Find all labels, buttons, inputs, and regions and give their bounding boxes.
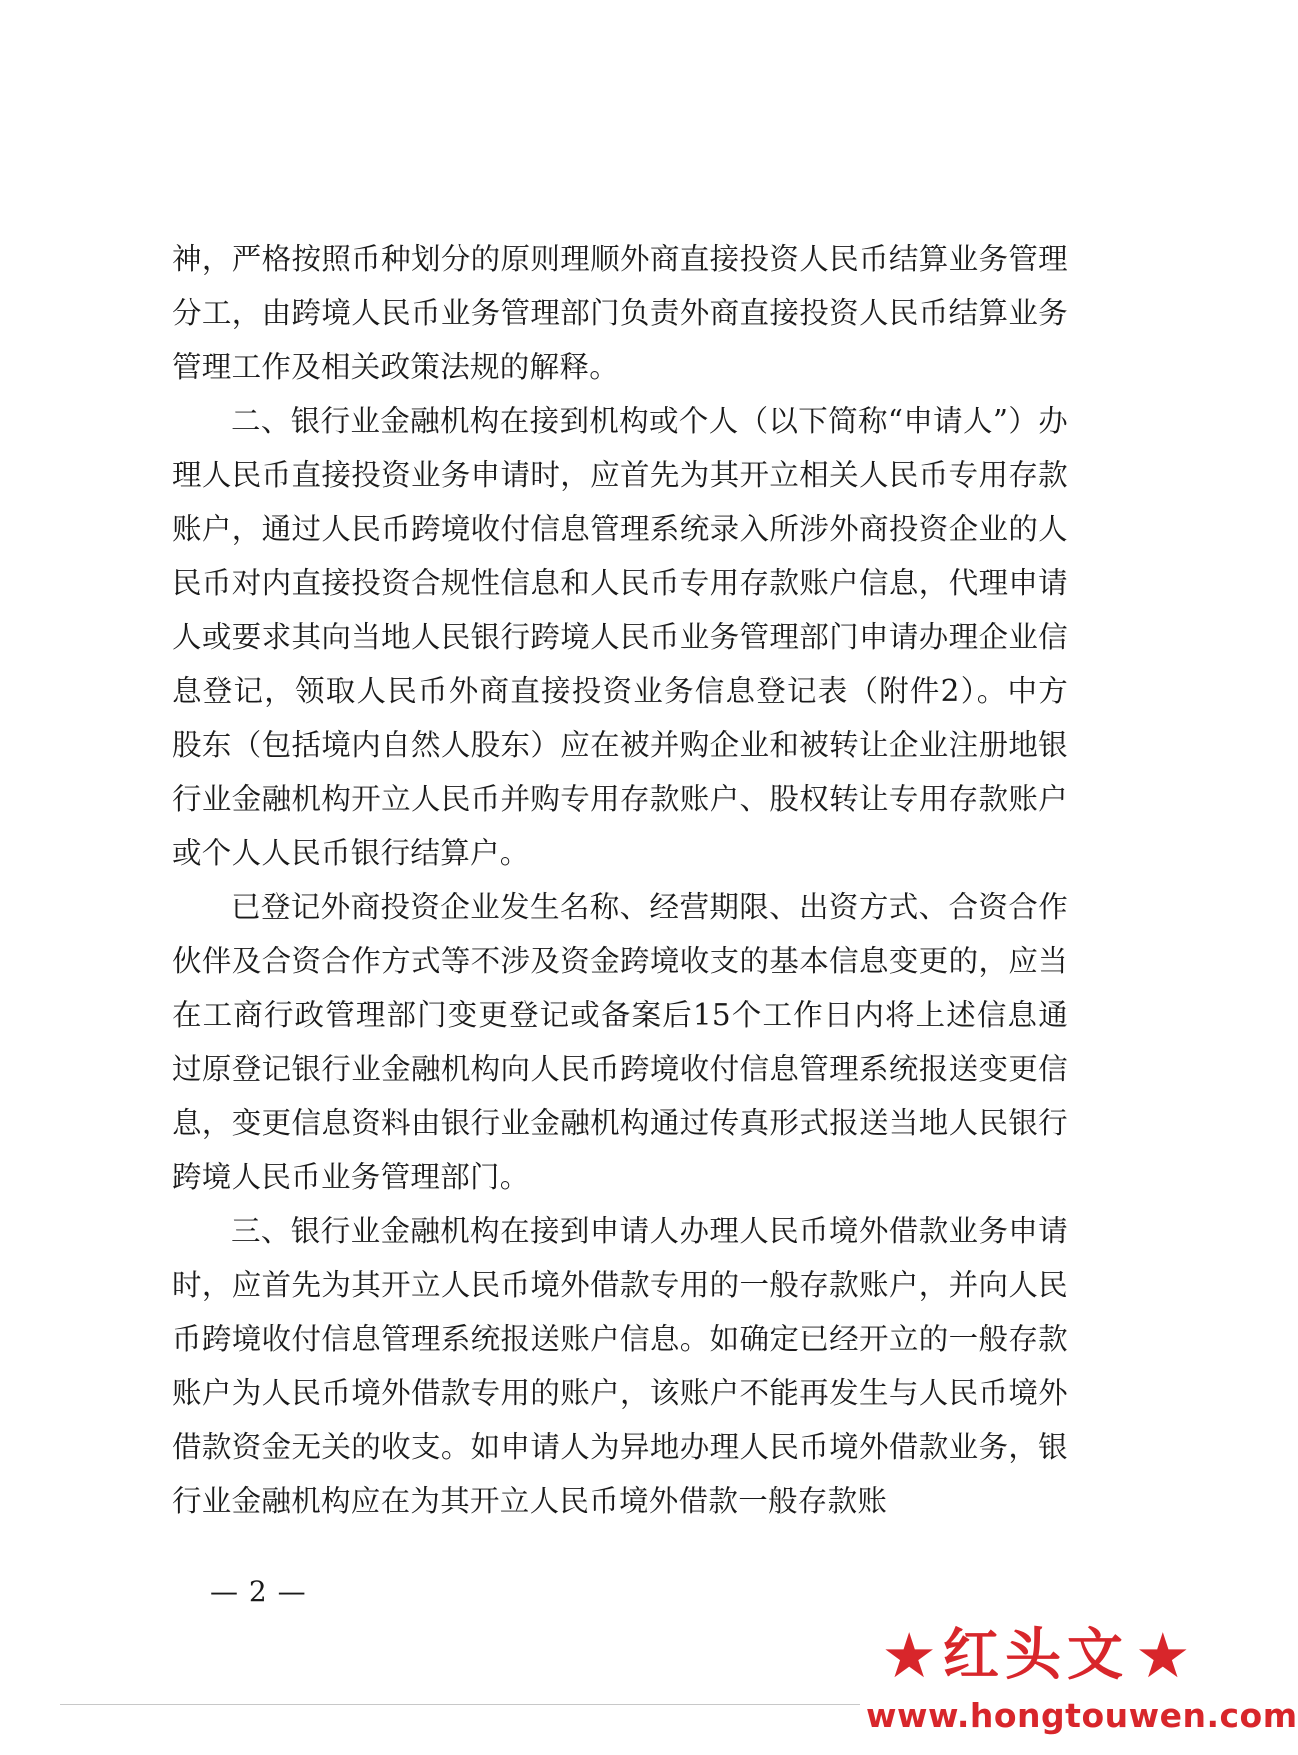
document-body: [172, 232, 1068, 1528]
page-number: — 2 —: [210, 1575, 307, 1608]
paragraph-registered-changes: 已登记外商投资企业发生名称、经营期限、出资方式、合资合作伙伴及合资合作方式等不涉及资金跨境收支的基本信息变更的，应当在工商行政管理部门变更登记或备案后15个工作日内将上述信息通过原登记银行业金融机构向人民币跨境收付信息管理系统报送变更信息，变更信息资料由银行业金融机构通过传真形式报送当地人民银行跨境人民币业务管理部门。: [172, 890, 1068, 1194]
star-icon: ★: [881, 1619, 937, 1692]
footer-divider: [60, 1704, 860, 1705]
watermark-url: www.hongtouwen.com: [866, 1696, 1298, 1735]
paragraph-continuation: 神，严格按照币种划分的原则理顺外商直接投资人民币结算业务管理分工，由跨境人民币业务管理部门负责外商直接投资人民币结算业务管理工作及相关政策法规的解释。: [172, 242, 1068, 384]
paragraph-section-three: 三、银行业金融机构在接到申请人办理人民币境外借款业务申请时，应首先为其开立人民币境外借款专用的一般存款账户，并向人民币跨境收付信息管理系统报送账户信息。如确定已经开立的一般存款账户为人民币境外借款专用的账户，该账户不能再发生与人民币境外借款资金无关的收支。如申请人为异地办理人民币境外借款业务，银行业金融机构应在为其开立人民币境外借款一般存款账: [172, 1214, 1068, 1518]
site-watermark: [866, 1619, 1298, 1738]
watermark-title: 红头文: [943, 1623, 1129, 1688]
watermark-logo: [866, 1620, 1206, 1692]
star-icon: ★: [1135, 1619, 1191, 1692]
paragraph-section-two: 二、银行业金融机构在接到机构或个人（以下简称“申请人”）办理人民币直接投资业务申请时，应首先为其开立相关人民币专用存款账户，通过人民币跨境收付信息管理系统录入所涉外商投资企业的人民币对内直接投资合规性信息和人民币专用存款账户信息，代理申请人或要求其向当地人民银行跨境人民币业务管理部门申请办理企业信息登记，领取人民币外商直接投资业务信息登记表（附件2）。中方股东（包括境内自然人股东）应在被并购企业和被转让企业注册地银行业金融机构开立人民币并购专用存款账户、股权转让专用存款账户或个人人民币银行结算户。: [172, 404, 1068, 870]
